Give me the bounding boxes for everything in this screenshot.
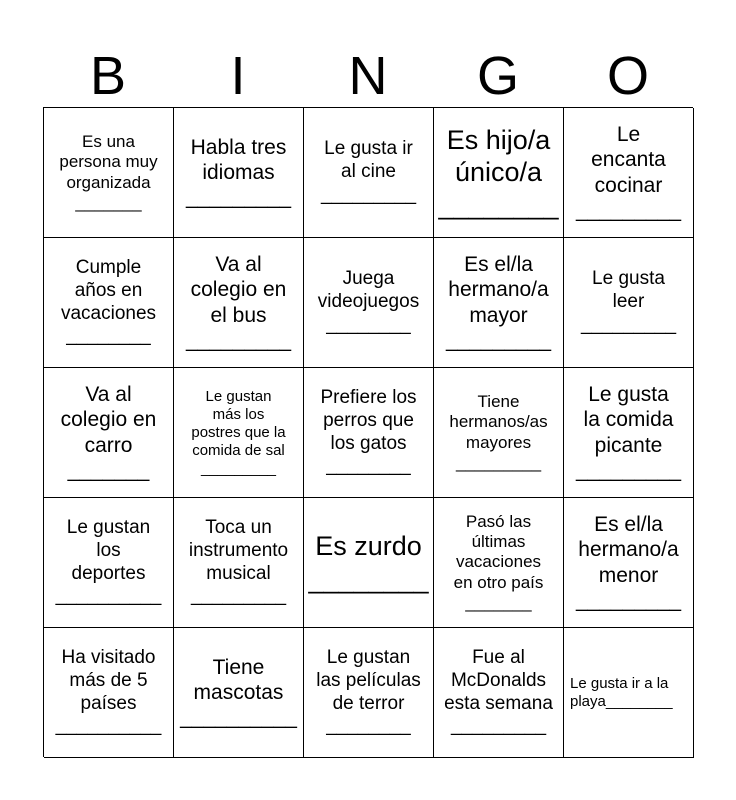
bingo-cell[interactable] — [434, 368, 564, 498]
bingo-grid — [43, 107, 693, 757]
bingo-cell[interactable] — [304, 628, 434, 758]
cell-text: Le gusta leer _________ — [580, 268, 677, 335]
bingo-cell[interactable] — [174, 368, 304, 498]
cell-text: Pasó las últimas vacaciones en otro país _______ — [453, 511, 544, 613]
bingo-cell[interactable] — [304, 368, 434, 498]
cell-text: Fue al McDonalds esta semana _________ — [444, 646, 553, 737]
bingo-cell[interactable] — [174, 498, 304, 628]
bingo-cell[interactable] — [434, 238, 564, 368]
header-letter-n: N — [348, 46, 388, 106]
bingo-cell[interactable] — [174, 628, 304, 758]
cell-text: Le encanta cocinar _________ — [575, 123, 682, 222]
bingo-cell[interactable] — [44, 108, 174, 238]
bingo-cell[interactable] — [564, 238, 694, 368]
header-letter-o: O — [606, 46, 649, 106]
cell-text: Va al colegio en carro _______ — [60, 383, 157, 482]
bingo-cell[interactable] — [44, 238, 174, 368]
cell-text: Habla tres idiomas _________ — [185, 135, 292, 210]
bingo-cell[interactable] — [174, 108, 304, 238]
cell-text: Es una persona muy organizada _______ — [59, 131, 158, 212]
cell-text: Tiene hermanos/as mayores _________ — [449, 391, 548, 472]
bingo-cell[interactable] — [434, 628, 564, 758]
cell-text: Toca un instrumento musical _________ — [188, 516, 289, 607]
cell-text: Le gustan los deportes __________ — [55, 516, 162, 607]
cell-text: Le gusta ir a la playa________ — [570, 674, 673, 710]
bingo-cell[interactable] — [434, 108, 564, 238]
bingo-cell[interactable] — [44, 628, 174, 758]
cell-text: Es hijo/a único/a ________ — [438, 124, 559, 220]
cell-text: Prefiere los perros que los gatos ________ — [320, 386, 417, 477]
cell-text: Tiene mascotas __________ — [180, 655, 297, 730]
bingo-cell[interactable] — [304, 498, 434, 628]
bingo-cell[interactable] — [564, 368, 694, 498]
cell-text: Le gustan las películas de terror ________ — [316, 646, 421, 737]
cell-text: Va al colegio en el bus _________ — [185, 253, 292, 352]
cell-text: Juega videojuegos ________ — [317, 268, 420, 335]
bingo-cell[interactable] — [44, 368, 174, 498]
bingo-cell[interactable] — [564, 108, 694, 238]
header-letter-b: B — [89, 46, 127, 106]
bingo-cell[interactable] — [564, 498, 694, 628]
cell-text: Le gusta ir al cine _________ — [320, 138, 417, 205]
bingo-cell[interactable] — [304, 238, 434, 368]
bingo-cell[interactable] — [44, 498, 174, 628]
bingo-header — [43, 44, 693, 108]
bingo-cell[interactable] — [174, 238, 304, 368]
header-letter-i: I — [230, 46, 246, 106]
bingo-cell[interactable] — [304, 108, 434, 238]
cell-text: Cumple años en vacaciones ________ — [60, 256, 157, 347]
cell-text: Es zurdo ________ — [308, 531, 429, 594]
cell-text: Le gusta la comida picante _________ — [575, 383, 682, 482]
header-letter-g: G — [476, 46, 519, 106]
cell-text: Es el/la hermano/a menor _________ — [575, 513, 682, 612]
bingo-cell[interactable] — [564, 628, 694, 758]
cell-text: Ha visitado más de 5 países __________ — [55, 646, 162, 737]
cell-text: Es el/la hermano/a mayor _________ — [445, 253, 552, 352]
cell-text: Le gustan más los postres que la comida de sal _________ — [191, 387, 286, 477]
bingo-cell[interactable] — [434, 498, 564, 628]
